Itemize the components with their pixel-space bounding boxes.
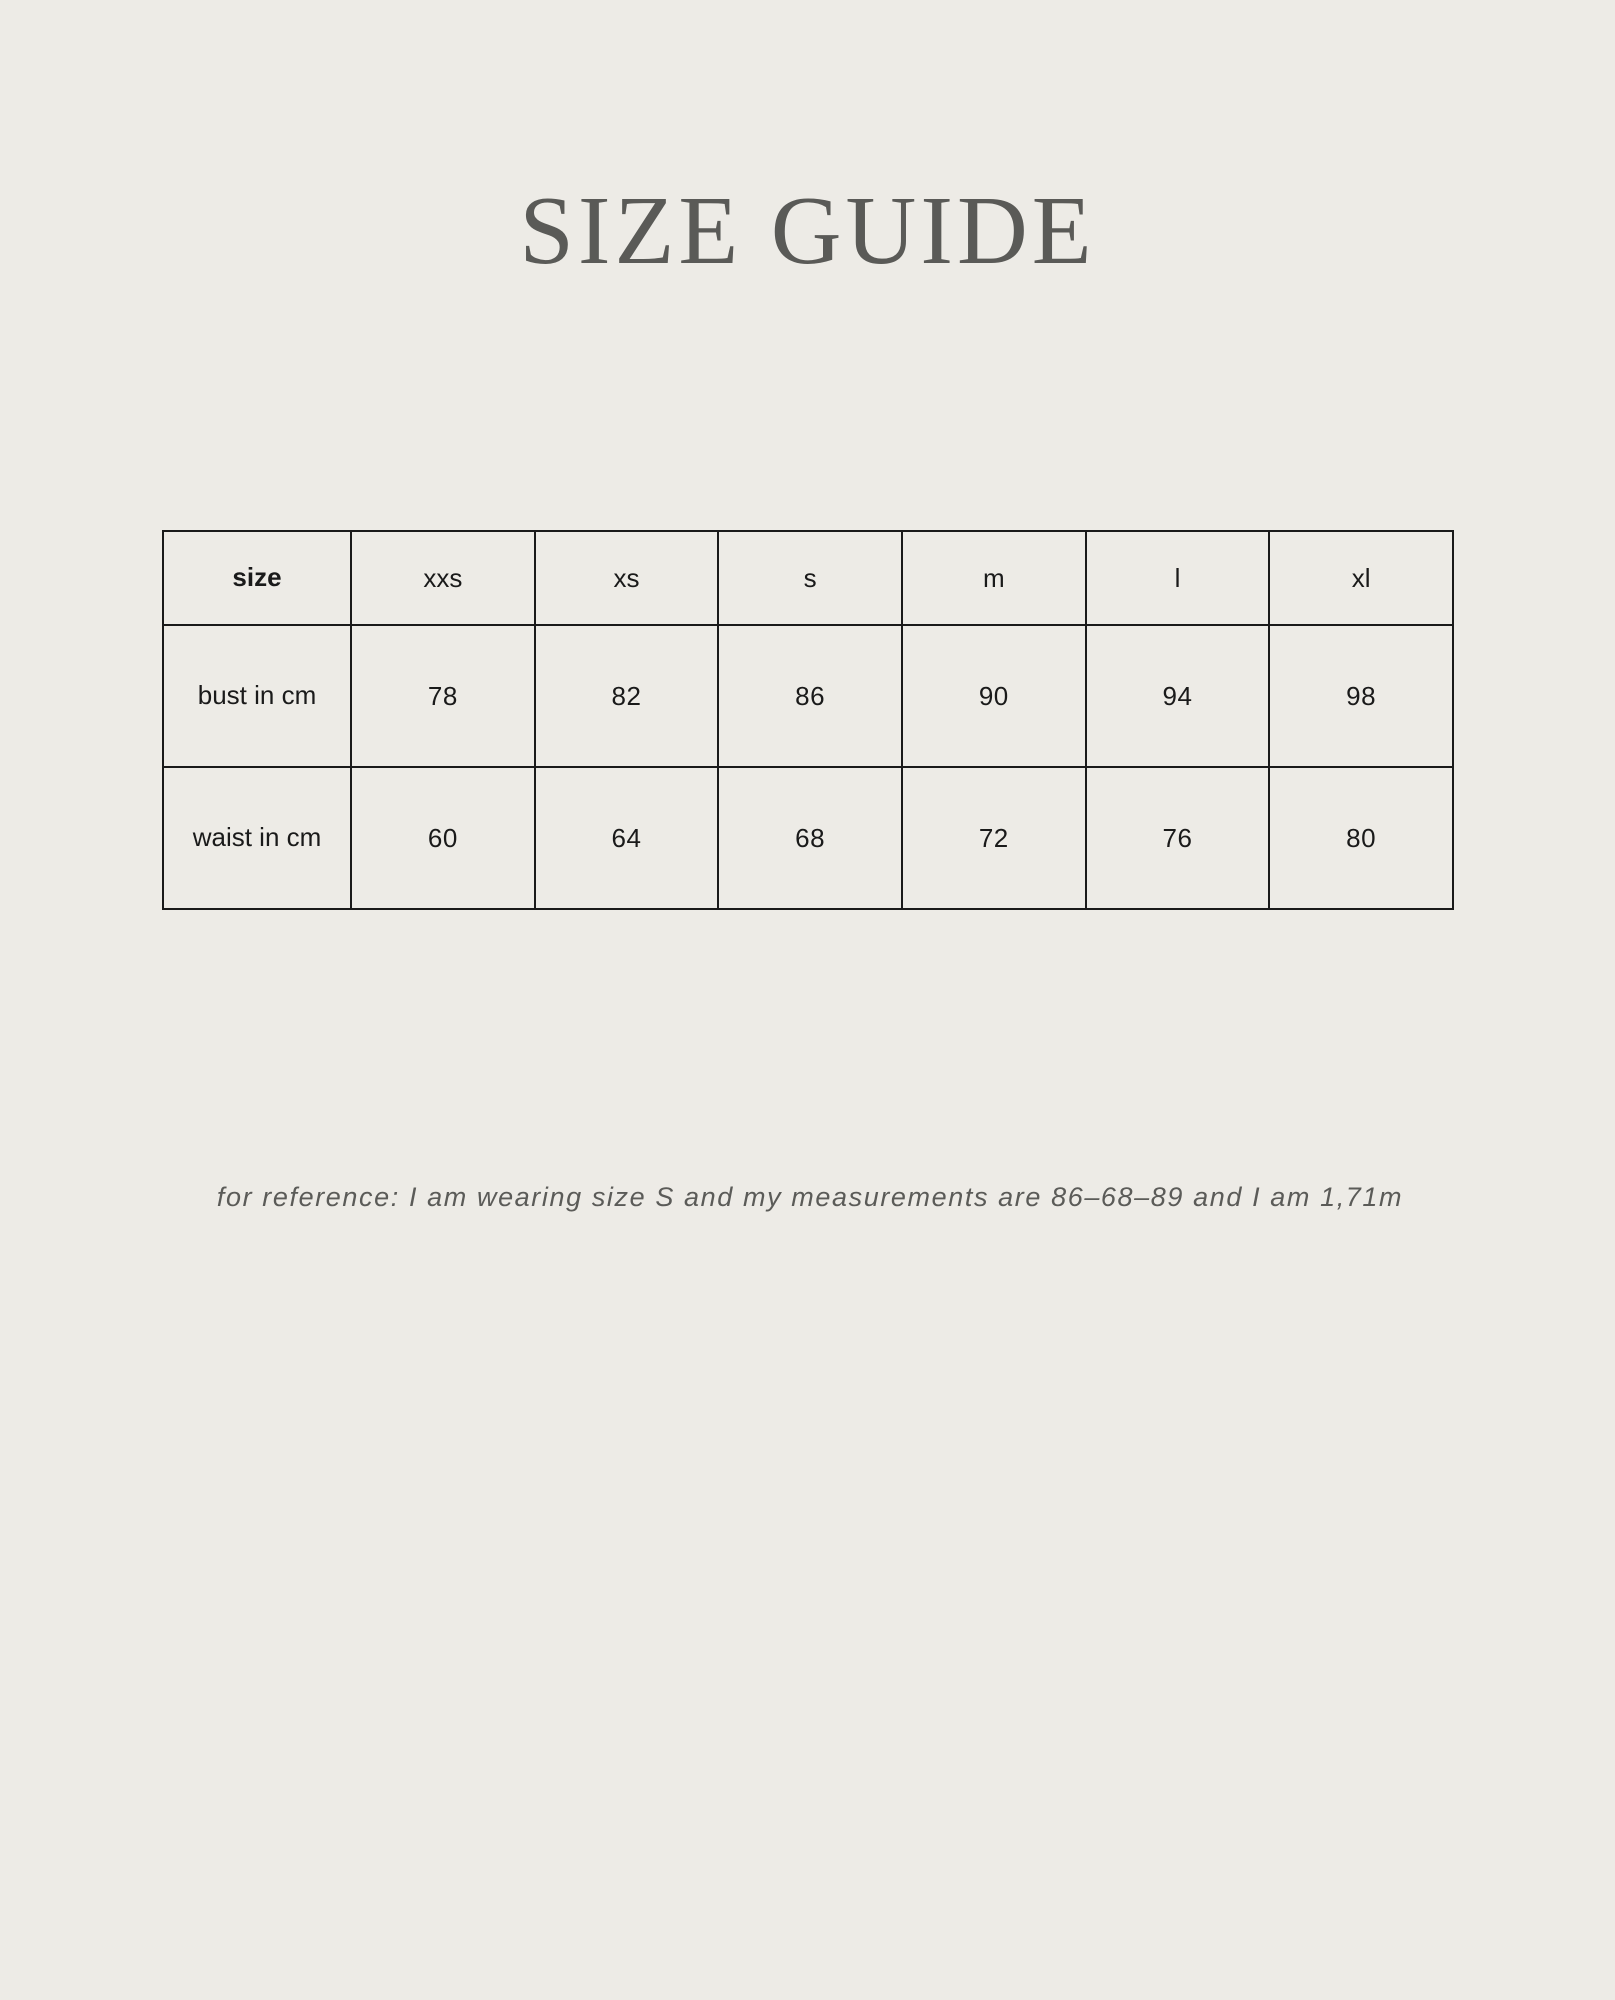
bust-xs: 82 (535, 625, 719, 767)
waist-s: 68 (718, 767, 902, 909)
table-header-size-xxs: xxs (351, 531, 535, 625)
table-header-label: size (163, 531, 351, 625)
table-header-size-m: m (902, 531, 1086, 625)
bust-xxs: 78 (351, 625, 535, 767)
waist-l: 76 (1086, 767, 1270, 909)
row-label-waist: waist in cm (163, 767, 351, 909)
bust-s: 86 (718, 625, 902, 767)
table-row (163, 767, 1453, 909)
bust-xl: 98 (1269, 625, 1453, 767)
table-header-size-xl: xl (1269, 531, 1453, 625)
table-row (163, 625, 1453, 767)
table-header-size-l: l (1086, 531, 1270, 625)
waist-m: 72 (902, 767, 1086, 909)
size-table (162, 530, 1454, 910)
waist-xs: 64 (535, 767, 719, 909)
table-header-size-xs: xs (535, 531, 719, 625)
page-title: SIZE GUIDE (519, 177, 1096, 285)
bust-m: 90 (902, 625, 1086, 767)
table-header-row (163, 531, 1453, 625)
row-label-bust: bust in cm (163, 625, 351, 767)
reference-note: for reference: I am wearing size S and my measurements are 86–68–89 and I am 1,71m (216, 1182, 1404, 1212)
bust-l: 94 (1086, 625, 1270, 767)
waist-xl: 80 (1269, 767, 1453, 909)
waist-xxs: 60 (351, 767, 535, 909)
size-table-container (162, 530, 1454, 910)
table-header-size-s: s (718, 531, 902, 625)
